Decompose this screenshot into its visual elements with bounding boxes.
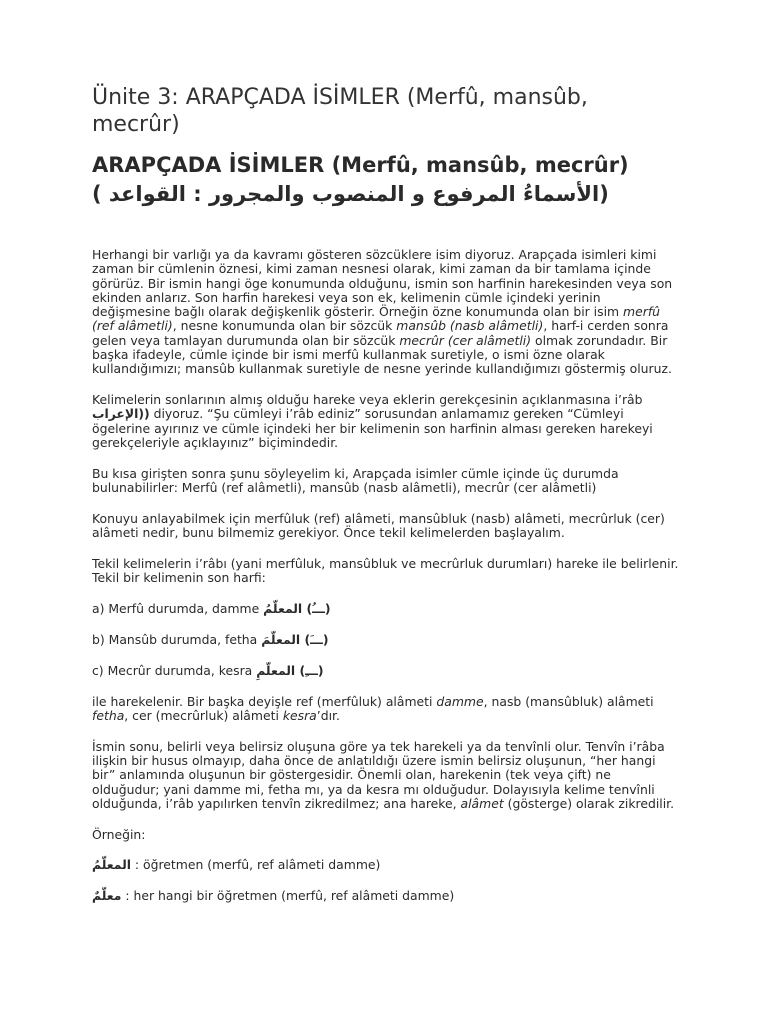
paragraph-intro [92,248,682,377]
arabic-example: (ـــُ) المعلّمُ [263,601,331,617]
arabic-example: المعلّمُ [92,857,131,873]
list-item-c [92,664,682,678]
text-run: b) Mansûb durumda, fetha [92,631,262,647]
term-fetha: fetha [92,707,125,723]
section-heading [92,151,692,209]
arabic-example: (ـــِ) المعلّمِ [256,662,324,678]
term-mansub: mansûb (nasb alâmetli) [396,318,544,334]
term-mecrur: mecrûr (cer alâmetli) [399,332,532,348]
heading-latin: ARAPÇADA İSİMLER (Merfû, mansûb, mecrûr) [92,153,629,177]
term-kesra: kesra [282,707,317,723]
document-title: Ünite 3: ARAPÇADA İSİMLER (Merfû, mansûb, mecrûr) [92,85,588,137]
text-run: c) Mecrûr durumda, kesra [92,662,257,678]
example-indefinite [92,889,682,903]
list-item-a [92,602,682,616]
text-run: Kelimelerin sonlarının almış olduğu hareke veya eklerin gerekçesinin açıklanmasına i’râb [92,392,643,408]
arabic-term: ((الإعراب [92,406,150,422]
paragraph-example-label: Örneğin: [92,826,146,842]
term-merfu: merfû (ref alâmetli) [92,304,661,334]
arabic-example: معلّمٌ [92,888,122,904]
text-run: Herhangi bir varlığı ya da kavramı gösteren sözcüklere isim diyoruz. Arapçada isimleri kimi zaman bir cümlenin öznesi, kimi zaman nesnesi olarak, kimi zaman da bir tamlama içinde görürüz. Bir ismin hangi öge konumunda olduğunu, ismin son harfinin harekesinden veya son ekinden anlarız. Son harfin harekesi veya son ek, kelimenin cümle içindeki yerinin değişmesine bağlı olarak değişkenlik gösterir. Örneğin özne konumunda olan bir isim [92,247,673,320]
text-run: ile harekelenir. Bir başka deyişle ref (merfûluk) alâmeti [92,693,437,709]
text-run: diyoruz. “Şu cümleyi i’râb ediniz” sorusundan anlamamız gereken “Cümleyi ögelerine ayırınız ve cümle içindeki her bir kelimenin son harfinin alması gereken harekeyi gerekçeleriyle açıklayınız” biçimindedir. [92,406,653,451]
text-run: (gösterge) olarak zikredilir. [503,795,675,811]
text-run: olmak zorundadır. Bir başka ifadeyle, cümle içinde bir ismi merfû kullanmak suretiyle, o ismi özne olarak kullandığımızı; mansûb kullanmak suretiyle de nesne yerinde kullandığımızı göstermiş oluruz. [92,332,672,377]
list-item-b [92,633,682,647]
text-run: İsmin sonu, belirli veya belirsiz oluşuna göre ya tek harekeli ya da tenvînli olur. Tenvîn i’râba ilişkin bir husus olmayıp, daha önce de anlatıldığı üzere ismin belirsiz oluşunun, “her hangi bir” anlamında oluşunun bir göstergesidir. Önemli olan, harekenin (tek veya çift) ne olduğudur; yani damme mi, fetha mı, ya da kesra mı olduğudur. Dolayısıyla kelime tenvînli olduğunda, i’râb yapılırken tenvîn zikredilmez; ana hareke, [92,738,665,811]
paragraph-singular: Tekil kelimelerin i’râbı (yani merfûluk, mansûbluk ve mecrûrluk durumları) hareke ile belirlenir. Tekil bir kelimenin son harfi: [92,556,679,586]
text-run: , cer (mecrûrluk) alâmeti [124,707,283,723]
term-alamet: alâmet [460,795,504,811]
text-run: a) Merfû durumda, damme [92,601,264,617]
text-run: , harf-i cerden sonra gelen veya tamlayan durumunda olan bir sözcük [92,318,669,348]
heading-arabic: (الأسماءُ المرفوع و المنصوب والمجرور : القواعد ) [92,182,609,206]
document-body [92,248,682,920]
paragraph-signs: Konuyu anlayabilmek için merfûluk (ref) alâmeti, mansûbluk (nasb) alâmeti, mecrûrluk (cer) alâmeti nedir, bunu bilmemiz gerekiyor. Önce tekil kelimelerden başlayalım. [92,510,665,541]
paragraph-irab [92,393,682,450]
text-run: : öğretmen (merfû, ref alâmeti damme) [130,857,381,873]
text-run: ’dır. [316,707,340,723]
example-definite [92,858,682,872]
arabic-example: (ـــَ) المعلّمَ [261,631,329,647]
text-run: , nasb (mansûbluk) alâmeti [483,693,654,709]
paragraph-tenvin [92,740,682,811]
paragraph-harakat [92,695,682,724]
text-run: : her hangi bir öğretmen (merfû, ref alâmeti damme) [121,888,455,904]
paragraph-three-states: Bu kısa girişten sonra şunu söyleyelim ki, Arapçada isimler cümle içinde üç durumda bulunabilirler: Merfû (ref alâmetli), mansûb (nasb alâmetli), mecrûr (cer alâmetli) [92,465,619,496]
term-damme: damme [436,693,484,709]
text-run: , nesne konumunda olan bir sözcük [172,318,397,334]
